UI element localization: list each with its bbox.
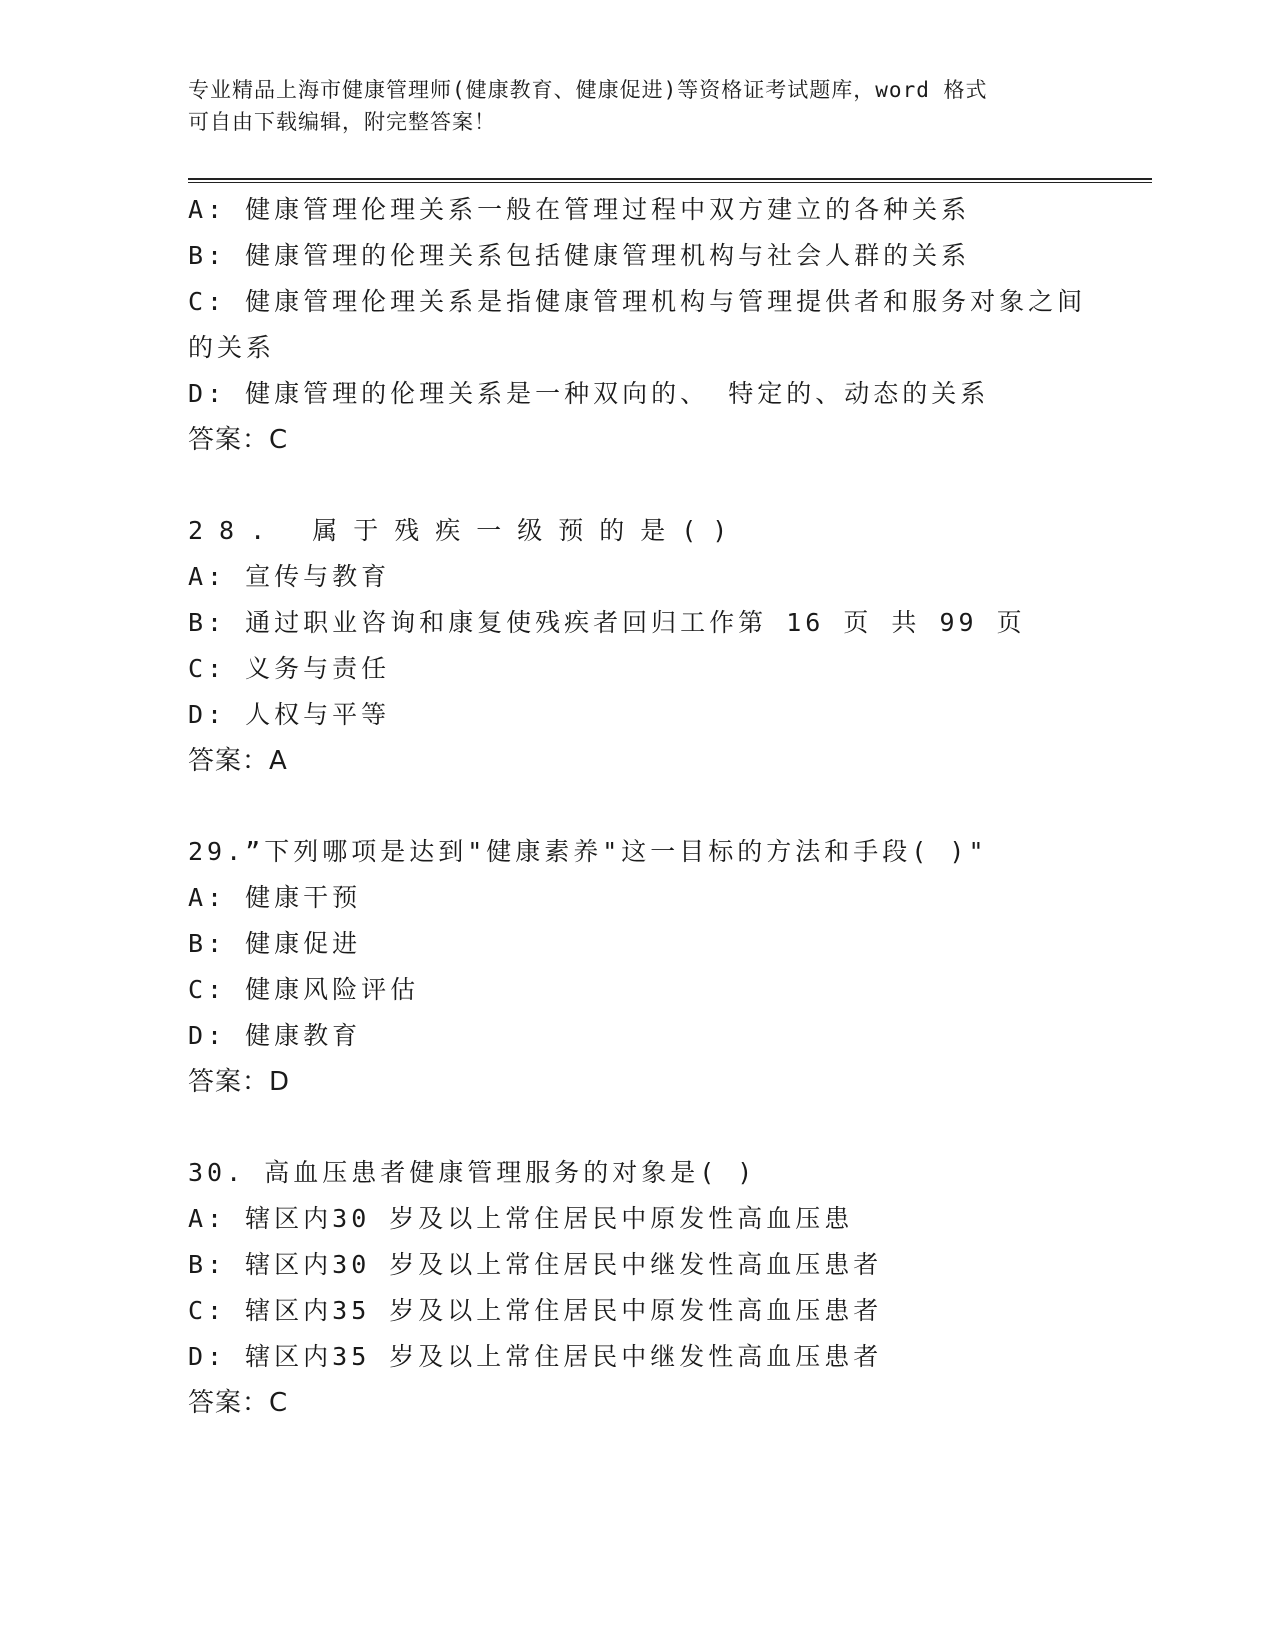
question-stem: 30. 高血压患者健康管理服务的对象是( ) bbox=[188, 1158, 757, 1187]
answer: 答案：C bbox=[188, 425, 289, 455]
question-29 bbox=[188, 829, 1088, 1105]
question-30 bbox=[188, 1150, 1088, 1426]
option-a: A: 健康管理伦理关系一般在管理过程中双方建立的各种关系 bbox=[188, 195, 971, 224]
option-a: A: 宣传与教育 bbox=[188, 562, 391, 591]
option-b: B: 健康管理的伦理关系包括健康管理机构与社会人群的关系 bbox=[188, 241, 971, 270]
question-stem: 28. 属于残疾一级预的是() bbox=[188, 516, 744, 545]
option-c-continued: 的关系 bbox=[188, 333, 276, 362]
question-list bbox=[188, 187, 1088, 1426]
answer: 答案：A bbox=[188, 746, 288, 776]
answer: 答案：D bbox=[188, 1067, 291, 1097]
option-d: D: 健康管理的伦理关系是一种双向的、 特定的、动态的关系 bbox=[188, 379, 990, 408]
header-line-1: 专业精品上海市健康管理师(健康教育、健康促进)等资格证考试题库，word 格式 bbox=[188, 78, 988, 102]
header-line-2: 可自由下载编辑，附完整答案！ bbox=[188, 110, 496, 134]
option-d: D: 辖区内35 岁及以上常住居民中继发性高血压患者 bbox=[188, 1342, 883, 1371]
option-d: D: 健康教育 bbox=[188, 1021, 362, 1050]
question-stem: 29.”下列哪项是达到"健康素养"这一目标的方法和手段( )" bbox=[188, 837, 988, 866]
option-d: D: 人权与平等 bbox=[188, 700, 391, 729]
option-b: B: 健康促进 bbox=[188, 929, 362, 958]
option-c: C: 辖区内35 岁及以上常住居民中原发性高血压患者 bbox=[188, 1296, 883, 1325]
option-c: C: 健康管理伦理关系是指健康管理机构与管理提供者和服务对象之间 bbox=[188, 287, 1087, 316]
answer: 答案：C bbox=[188, 1388, 289, 1418]
option-b: B: 通过职业咨询和康复使残疾者回归工作第 16 页 共 99 页 bbox=[188, 608, 1026, 637]
option-b: B: 辖区内30 岁及以上常住居民中继发性高血压患者 bbox=[188, 1250, 883, 1279]
option-a: A: 辖区内30 岁及以上常住居民中原发性高血压患 bbox=[188, 1204, 854, 1233]
header-divider bbox=[188, 178, 1152, 183]
question-28 bbox=[188, 508, 1088, 784]
option-c: C: 健康风险评估 bbox=[188, 975, 420, 1004]
option-a: A: 健康干预 bbox=[188, 883, 362, 912]
option-c: C: 义务与责任 bbox=[188, 654, 391, 683]
question-27 bbox=[188, 187, 1088, 463]
document-header bbox=[188, 74, 1088, 138]
